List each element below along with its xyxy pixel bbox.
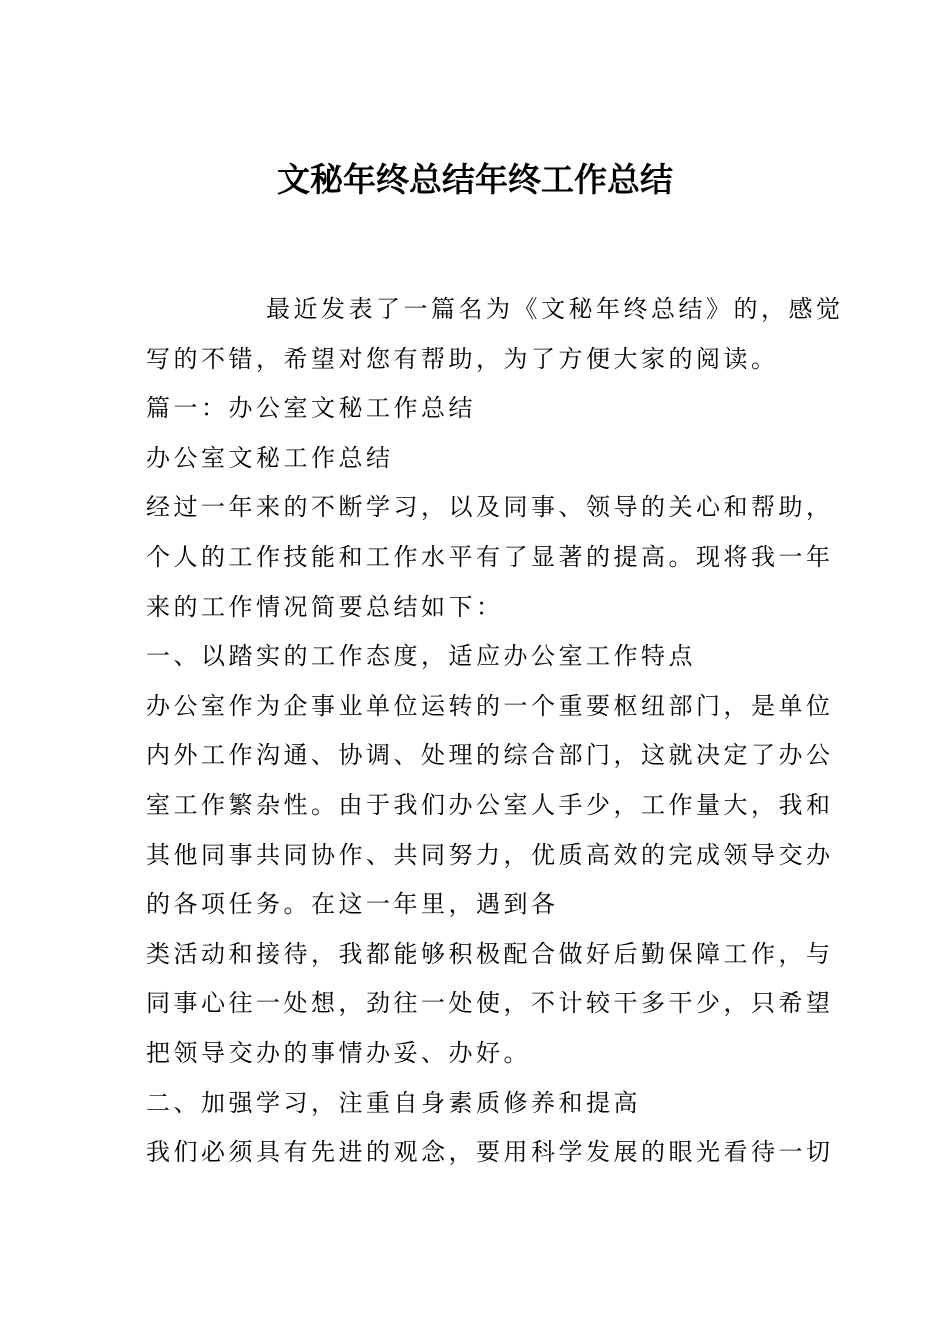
paragraph-line: 同事心往一处想，劲往一处使，不计较干多干少，只希望 [146, 989, 834, 1018]
paragraph-line: 其他同事共同协作、共同努力，优质高效的完成领导交办 [146, 840, 834, 869]
document-body [146, 285, 844, 1178]
section-heading: 篇一：办公室文秘工作总结 [146, 394, 476, 423]
paragraph-line: 个人的工作技能和工作水平有了显著的提高。现将我一年 [146, 542, 834, 571]
paragraph-line: 来的工作情况简要总结如下： [146, 592, 504, 621]
document-title: 文秘年终总结年终工作总结 [277, 160, 673, 199]
paragraph-line: 内外工作沟通、协调、处理的综合部门，这就决定了办公 [146, 741, 834, 770]
paragraph-line: 办公室作为企事业单位运转的一个重要枢纽部门，是单位 [146, 691, 834, 720]
paragraph-line: 写的不错，希望对您有帮助，为了方便大家的阅读。 [146, 344, 779, 373]
section-heading: 一、以踏实的工作态度，适应办公室工作特点 [146, 642, 696, 671]
section-heading: 二、加强学习，注重自身素质修养和提高 [146, 1088, 641, 1117]
paragraph-line: 经过一年来的不断学习，以及同事、领导的关心和帮助， [146, 493, 834, 522]
paragraph-line: 类活动和接待，我都能够积极配合做好后勤保障工作，与 [146, 939, 834, 968]
paragraph-line: 我们必须具有先进的观念，要用科学发展的眼光看待一切 [146, 1138, 834, 1167]
paragraph-line: 最近发表了一篇名为《文秘年终总结》的，感觉 [266, 295, 844, 323]
subsection-heading: 办公室文秘工作总结 [146, 443, 394, 472]
paragraph-line: 室工作繁杂性。由于我们办公室人手少，工作量大，我和 [146, 790, 834, 819]
paragraph-line: 的各项任务。在这一年里，遇到各 [146, 890, 559, 919]
paragraph-line: 把领导交办的事情办妥、办好。 [146, 1038, 531, 1067]
